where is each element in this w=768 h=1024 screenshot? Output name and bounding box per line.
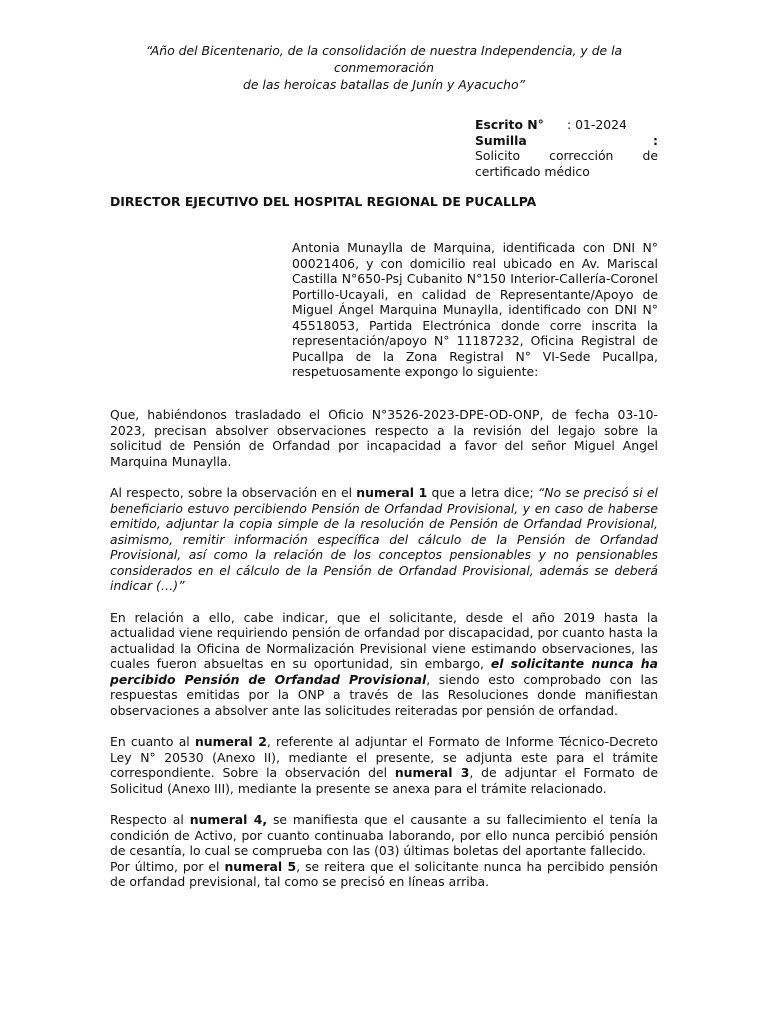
paragraph-3 [110,610,658,719]
p3-text-a: En relación a ello, cabe indicar, que el solicitante, desde el año 2019 hasta la actualidad viene requiriendo pensión de orfandad por discapacidad, por cuanto hasta la actualidad la Oficina de Normalización Previsional viene estimando observaciones, las cuales fueron absueltas en su oportunidad, sin embargo, [110,609,658,671]
addressee: DIRECTOR EJECUTIVO DEL HOSPITAL REGIONAL DE PUCALLPA [110,194,537,209]
escrito-value: : 01-2024 [567,117,627,132]
sumilla-line-1: Solicito corrección de [475,148,658,163]
paragraph-1: Que, habiéndonos trasladado el Oficio N°3526-2023-DPE-OD-ONP, de fecha 03-10-2023, precisan absolver observaciones respecto a la revisión del legajo sobre la solicitud de Pensión de Orfandad por incapacidad a favor del señor Miguel Angel Marquina Munaylla. [110,407,658,469]
paragraph-6 [110,859,658,890]
p5-text-c: se manifiesta que el causante a su fallecimiento el tenía la condición de Activo, por cuanto continuaba laborando, por ello nunca percibió pensión de cesantía, lo cual se comprueba con las (03) últimas boletas del aportante fallecido. [110,812,658,858]
paragraph-2 [110,485,658,594]
p4-bold-numeral-3: numeral 3 [394,765,470,780]
p4-bold-numeral-2: numeral 2 [194,734,267,749]
p2-bold-numeral: numeral 1 [356,485,428,500]
p6-text-c: , se reitera que el solicitante nunca ha percibido pensión de orfandad previsional, tal como se precisó en líneas arriba. [110,858,658,889]
p3-text-c: , siendo esto comprobado con las respuestas emitidas por la ONP a través de las Resoluciones donde manifiestan observaciones a absolver ante las solicitudes reiteradas por pensión de orfandad. [110,671,658,718]
p2-text-c: que a letra dice; [427,485,538,500]
sumilla-colon: : [653,132,658,148]
petitioner-intro: Antonia Munaylla de Marquina, identificada con DNI N° 00021406, y con domicilio real ubicado en Av. Mariscal Castilla N°650-Psj Cubanito N°150 Interior-Callería-Coronel Portillo-Ucayali, en calidad de Representante/Apoyo de Miguel Ángel Marquina Munaylla, identificado con DNI N° 45518053, Partida Electrónica donde corre inscrita la representación/apoyo N° 11187232, Oficina Registral de Pucallpa de la Zona Registral N° VI-Sede Pucallpa, respetuosamente expongo lo siguiente: [292,240,658,379]
reference-block [475,117,658,179]
p4-text-a: En cuanto al [110,734,195,749]
p6-bold-numeral-5: numeral 5 [224,858,297,874]
p5-text-a: Respecto al [110,812,190,827]
header-line-2: de las heroicas batallas de Junín y Ayacucho” [242,77,526,92]
p2-quote: “No se precisó si el beneficiario estuvo percibiendo Pensión de Orfandad Provisional, y en caso de haberse emitido, adjuntar la copia simple de la resolución de Pensión de Orfandad Provisional, asimismo, remitir información específica del cálculo de la Pensión de Orfandad Provisional, así como la relación de los conceptos pensionables y no pensionables considerados en el cálculo de la Pensión de Orfandad Provisional, además se deberá indicar (…)” [110,485,658,593]
p2-text-a: Al respecto, sobre la observación en el [110,485,357,500]
p5-bold-numeral-4: numeral 4, [189,812,268,827]
p6-text-a: Por último, por el [110,858,225,874]
sumilla-row [475,133,658,149]
header-line-1: “Año del Bicentenario, de la consolidación de nuestra Independencia, y de la conmemoración [145,43,623,75]
sumilla-label: Sumilla [475,132,527,148]
letter-body [110,407,658,906]
p4-text-c: , referente al adjuntar el Formato de Informe Técnico-Decreto Ley N° 20530 (Anexo II), mediante el presente, se adjunta este para el trámite correspondiente. Sobre la observación del [110,734,658,780]
paragraph-4 [110,734,658,796]
escrito-label: Escrito N° [475,117,544,132]
sumilla-line-2: certificado médico [475,163,590,179]
p3-bold-italic: el solicitante nunca ha percibido Pensión de Orfandad Provisional [110,656,658,687]
p4-text-e: , de adjuntar el Formato de Solicitud (Anexo III), mediante la presente se anexa para el trámite relacionado. [110,765,658,796]
year-motto-header [110,42,658,93]
escrito-row [475,117,658,133]
paragraph-5 [110,812,658,859]
